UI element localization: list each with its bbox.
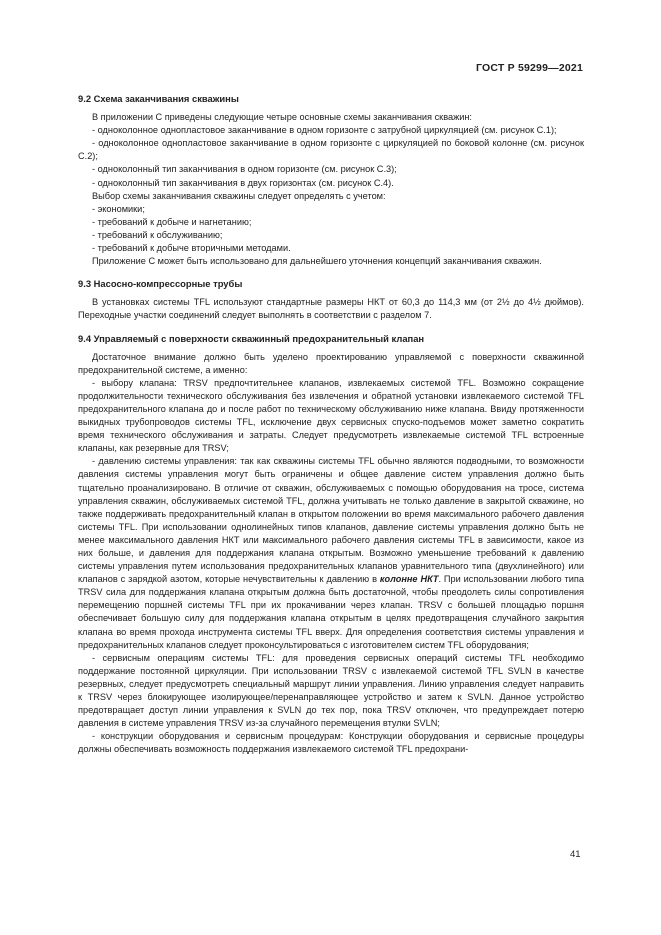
list-item: - экономики; xyxy=(92,203,145,214)
list-item xyxy=(78,455,584,651)
section-9-2 xyxy=(78,92,584,268)
list-item: - требований к добыче и нагнетанию; xyxy=(92,216,252,227)
text-run: - давлению системы управления: так как скважины системы TFL обычно являются подводными, то возможности давления системы управления могут быть ограничены и общее давление систем управления должно быть тщательно проанализировано. В отличие от скважин, обслуживаемых с помощью оборудования на тросе, система управления скважин, обслуживаемых системой TFL, должна учитывать не только давление в закрытой скважине, но также поддерживать предохранительный клапан в открытом положении во время максимального рабочего давления системы TFL. При использовании однолинейных типов клапанов, давление системы управления должно быть не менее максимального давления НКТ или максимального рабочего давления системы TFL в зависимости, какое из них больше, и давления для поддержания клапана открытым. Возможно уменьшение требований к давлению системы управления путем использования предохранительных клапанов уравнительного типа (двухлинейного) или клапанов с зарядкой азотом, которые нечувствительны к давлению в xyxy=(78,456,584,585)
section-9-4 xyxy=(78,332,584,757)
section-9-3 xyxy=(78,277,584,322)
paragraph: Выбор схемы заканчивания скважины следует определять с учетом: xyxy=(92,190,386,201)
emphasized-term: колонне НКТ xyxy=(379,574,439,585)
list-item: - конструкции оборудования и сервисным процедурам: Конструкции оборудования и сервисные процедуры должны обеспечивать возможность поддержания извлекаемого системой TFL предохрани- xyxy=(78,731,584,755)
section-heading: 9.2 Схема заканчивания скважины xyxy=(78,93,239,104)
paragraph: Приложение С может быть использовано для дальнейшего уточнения концепций заканчивания скважин. xyxy=(92,256,542,267)
paragraph: Достаточное внимание должно быть уделено проектированию управляемой с поверхности скважинной предохранительной системе, а именно: xyxy=(78,351,584,375)
section-heading: 9.3 Насосно-компрессорные трубы xyxy=(78,278,243,290)
list-item: - одноколонное однопластовое заканчивание в одном горизонте с затрубной циркуляцией (см. рисунок С.1); xyxy=(92,125,557,136)
list-item: - одноколонный тип заканчивания в двух горизонтах (см. рисунок С.4). xyxy=(92,177,394,188)
list-item: - сервисным операциям системы TFL: для проведения сервисных операций системы TFL необходимо поддержание постоянной циркуляции. При использовании TRSV с извлекаемой системой TFL SVLN в качестве резервных, следует предусмотреть специальный маршрут линии управления. Линию управления следует направить к TRSV через блокирующее изолирующее/перенаправляющее устройство и затем к SVLN. Данное устройство предотвращает доступ линии управления к SVLN до тех пор, пока TRSV отключен, что предупреждает потерю давления в системе управления TRSV из-за случайного перемещения втулки SVLN; xyxy=(78,652,584,729)
section-heading: 9.4 Управляемый с поверхности скважинный предохранительный клапан xyxy=(78,332,425,344)
list-item: - требований к обслуживанию; xyxy=(92,229,223,240)
list-item: - одноколонное однопластовое заканчивание в одном горизонте с циркуляцией по боковой колонне (см. рисунок С.2); xyxy=(78,138,584,162)
standard-designation: ГОСТ Р 59299—2021 xyxy=(475,62,583,74)
page-number: 41 xyxy=(570,849,581,860)
list-item: - требований к добыче вторичными методами. xyxy=(92,243,291,254)
list-item: - одноколонный тип заканчивания в одном горизонте (см. рисунок С.3); xyxy=(92,164,397,175)
paragraph: В приложении С приведены следующие четыре основные схемы заканчивания скважин: xyxy=(92,112,472,123)
page-content xyxy=(78,92,584,766)
list-item: - выбору клапана: TRSV предпочтительнее клапанов, извлекаемых системой TFL. Возможно сокращение продолжительности технического обслуживания без извлечения и обратной установки извлекаемого системой TFL предохранительного клапана до и после работ по техническому обслуживанию ниже клапана. Ввиду протяженности выкидных трубопроводов системы TFL, исключение двух сервисных спуско-подъемов может заметно сократить время технического обслуживания и затраты. Следует предусмотреть извлекаемые системой TFL встроенные клапаны, как резервные для TRSV; xyxy=(78,377,584,454)
paragraph: В установках системы TFL используют стандартные размеры НКТ от 60,3 до 114,3 мм (от 2½ до 4½ дюймов). Переходные участки соединений следует выполнять в соответствии с разделом 7. xyxy=(78,297,584,321)
text-run: . При использовании любого типа TRSV сила для поддержания клапана открытым должна быть достаточной, чтобы преодолеть силы сопротивления перемещению поршней системы TFL при их прокачивании через клапан. TRSV с большей площадью поршня обеспечивает большую силу для поддержания клапана открытым в целях предотвращения случайного закрытия клапана во время прохода инструмента системы TFL вверх. Для определения соответствия системы управления и предохранительных клапанов следует проконсультироваться с изготовителем систем TFL оборудования; xyxy=(78,574,584,650)
